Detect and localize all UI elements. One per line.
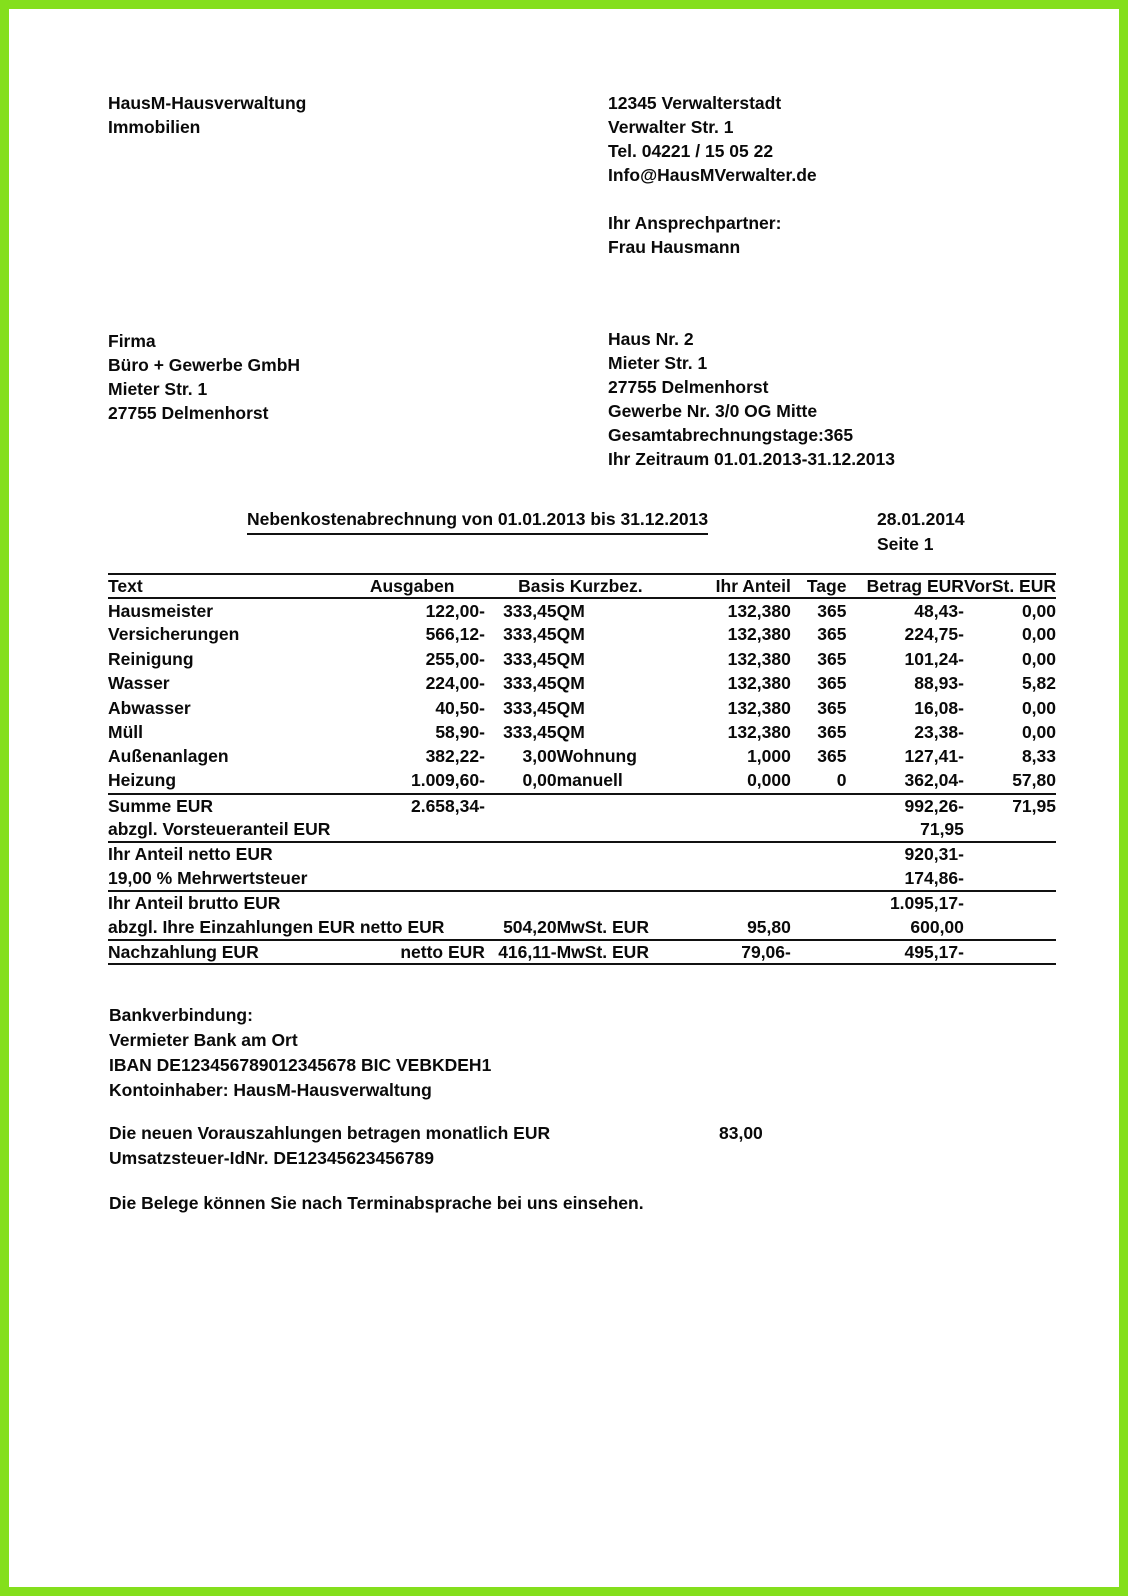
cost-item-unit: QM [556,673,585,694]
summary-sum-vat: 71,95 [964,794,1056,818]
cost-item-amount: 362,04- [904,770,964,791]
cost-item-share: 132,380 [727,600,791,621]
cost-item-unit: QM [556,697,585,718]
property-city: 27755 Delmenhorst [608,377,769,397]
summary-row-input-tax [108,818,1056,842]
summary-row-gross [108,891,1056,915]
cost-item-text: Außenanlagen [108,746,229,767]
cost-item-amount: 101,24- [904,648,964,669]
cost-item-expenses: 255,00- [425,648,485,669]
manager-contact-block [608,91,817,187]
cost-item-expenses: 224,00- [425,673,485,694]
cost-item-days: 365 [817,746,847,767]
cost-item-amount: 127,41- [904,746,964,767]
cost-item-text: Reinigung [108,648,194,669]
cost-item-unit: manuell [556,770,623,791]
cost-item-basis: 3,00 [522,746,557,767]
cost-item-share: 1,000 [747,746,791,767]
table-header-row [108,574,1056,598]
recipient-line-3: Mieter Str. 1 [108,379,208,399]
table-row [108,672,1056,696]
cost-item-amount: 48,43- [914,600,964,621]
cost-item-basis: 333,45 [503,648,557,669]
summary-row-vat-rate [108,867,1056,891]
summary-balance-net-label: netto EUR [339,940,485,964]
prepayment-block [109,1121,763,1171]
cost-item-unit: QM [556,600,585,621]
cost-item-vat: 0,00 [1021,624,1056,645]
cost-item-vat: 0,00 [1021,722,1056,743]
table-row [108,769,1056,793]
column-header-vat: VorSt. EUR [964,574,1056,598]
cost-item-unit: QM [556,648,585,669]
bank-details-block [109,1003,491,1103]
cost-item-amount: 23,38- [914,722,964,743]
summary-row-balance [108,940,1056,964]
cost-item-basis: 333,45 [503,697,557,718]
cost-item-text: Versicherungen [108,624,240,645]
cost-table-body [108,598,1056,793]
cost-item-expenses: 40,50- [435,697,485,718]
summary-prepaid-amount: 600,00 [846,915,963,939]
cost-item-amount: 16,08- [914,697,964,718]
cost-item-vat: 0,00 [1021,600,1056,621]
cost-table-summary [108,794,1056,965]
table-row [108,696,1056,720]
cost-item-expenses: 566,12- [425,624,485,645]
summary-balance-net: 416,11- [485,940,557,964]
cost-item-expenses: 382,22- [425,746,485,767]
summary-sum-amount: 992,26- [846,794,963,818]
cost-item-share: 132,380 [727,722,791,743]
manager-email: Info@HausMVerwalter.de [608,165,817,185]
cost-item-amount: 88,93- [914,673,964,694]
property-house-number: Haus Nr. 2 [608,329,694,349]
cost-item-unit: Wohnung [556,746,637,767]
tax-id: Umsatzsteuer-IdNr. DE12345623456789 [109,1148,434,1168]
cost-item-vat: 0,00 [1021,648,1056,669]
cost-item-vat: 8,33 [1021,746,1056,767]
prepayment-text: Die neuen Vorauszahlungen betragen monatlich EUR [109,1123,551,1143]
cost-item-text: Wasser [108,673,170,694]
cost-item-basis: 333,45 [503,600,557,621]
page-number: Seite 1 [877,534,934,554]
recipient-line-1: Firma [108,331,156,351]
bank-iban-bic: IBAN DE123456789012345678 BIC VEBKDEH1 [109,1055,492,1075]
page-meta [877,507,965,557]
table-row [108,623,1056,647]
cost-item-vat: 0,00 [1021,697,1056,718]
column-header-expenses: Ausgaben [339,574,485,598]
summary-sum-label: Summe EUR [108,794,339,818]
cost-item-expenses: 58,90- [435,722,485,743]
document-sheet [9,9,1119,1587]
cost-item-text: Müll [108,722,143,743]
recipient-address-block [108,329,300,425]
cost-item-share: 0,000 [747,770,791,791]
summary-net-amount: 920,31- [904,844,964,865]
cost-item-basis: 333,45 [503,673,557,694]
summary-input-tax-label: abzgl. Vorsteueranteil EUR [108,818,485,842]
summary-vat-rate-label: 19,00 % Mehrwertsteuer [108,867,485,891]
cost-item-days: 365 [817,697,847,718]
prepayment-amount: 83,00 [719,1123,763,1143]
sender-block [108,91,306,139]
cost-item-share: 132,380 [727,697,791,718]
cost-item-unit: QM [556,624,585,645]
column-header-basis: Basis Kurzbez. [485,574,676,598]
page-title: Nebenkostenabrechnung von 01.01.2013 bis 31.12.2013 [247,509,708,535]
column-header-text: Text [108,574,339,598]
cost-item-basis: 333,45 [503,722,557,743]
cost-item-days: 365 [817,673,847,694]
summary-input-tax-amount: 71,95 [846,818,963,842]
table-row [108,598,1056,622]
cost-item-text: Hausmeister [108,600,214,621]
property-details-block [608,327,895,471]
cost-item-vat: 5,82 [1021,673,1056,694]
summary-net-label: Ihr Anteil netto EUR [108,844,273,865]
summary-prepaid-net: 504,20 [485,915,557,939]
cost-item-share: 132,380 [727,648,791,669]
bank-name: Vermieter Bank am Ort [109,1030,298,1050]
summary-vat-rate-amount: 174,86- [846,867,963,891]
sender-subtitle: Immobilien [108,117,201,137]
summary-row-prepaid [108,915,1056,939]
cost-item-share: 132,380 [727,673,791,694]
cost-item-expenses: 122,00- [425,600,485,621]
manager-city: 12345 Verwalterstadt [608,93,782,113]
summary-row-net [108,842,1056,866]
summary-prepaid-vat-label: MwSt. EUR [557,915,676,939]
summary-gross-label: Ihr Anteil brutto EUR [108,893,281,914]
closing-note: Die Belege können Sie nach Terminabsprache bei uns einsehen. [109,1193,644,1213]
cost-item-vat: 57,80 [1012,770,1056,791]
contact-person-label: Ihr Ansprechpartner: [608,213,782,233]
recipient-line-4: 27755 Delmenhorst [108,403,269,423]
cost-item-days: 365 [817,600,847,621]
cost-item-days: 365 [817,624,847,645]
cost-item-basis: 333,45 [503,624,557,645]
table-row [108,720,1056,744]
cost-item-text: Abwasser [108,697,191,718]
summary-row-sum [108,794,1056,818]
contact-person-name: Frau Hausmann [608,237,741,257]
document-date: 28.01.2014 [877,509,965,529]
cost-item-basis: 0,00 [522,770,557,791]
cost-item-expenses: 1.009,60- [410,770,485,791]
cost-item-unit: QM [556,722,585,743]
cost-item-days: 0 [836,770,847,791]
bank-heading: Bankverbindung: [109,1005,253,1025]
cost-item-days: 365 [817,648,847,669]
manager-phone: Tel. 04221 / 15 05 22 [608,141,774,161]
property-total-days: Gesamtabrechnungstage:365 [608,425,854,445]
cost-item-share: 132,380 [727,624,791,645]
summary-gross-amount: 1.095,17- [889,893,964,914]
table-row [108,745,1056,769]
sender-company: HausM-Hausverwaltung [108,93,307,113]
summary-prepaid-vat: 95,80 [676,915,791,939]
cost-item-text: Heizung [108,770,177,791]
summary-balance-amount: 495,17- [846,940,963,964]
column-header-share: Ihr Anteil [676,574,791,598]
contact-person-block [608,211,781,259]
column-header-amount: Betrag EUR [846,574,963,598]
cost-item-days: 365 [817,722,847,743]
summary-balance-label: Nachzahlung EUR [108,940,339,964]
summary-sum-expenses: 2.658,34- [339,794,485,818]
title-row [247,509,1047,554]
recipient-line-2: Büro + Gewerbe GmbH [108,355,301,375]
summary-balance-vat-label: MwSt. EUR [557,940,676,964]
cost-item-amount: 224,75- [904,624,964,645]
property-street: Mieter Str. 1 [608,353,708,373]
table-row [108,647,1056,671]
property-unit: Gewerbe Nr. 3/0 OG Mitte [608,401,818,421]
cost-table [108,573,1056,965]
summary-prepaid-label: abzgl. Ihre Einzahlungen EUR netto EUR [108,915,485,939]
manager-street: Verwalter Str. 1 [608,117,734,137]
column-header-days: Tage [791,574,847,598]
bank-account-holder: Kontoinhaber: HausM-Hausverwaltung [109,1080,432,1100]
summary-balance-vat: 79,06- [676,940,791,964]
property-period: Ihr Zeitraum 01.01.2013-31.12.2013 [608,449,895,469]
